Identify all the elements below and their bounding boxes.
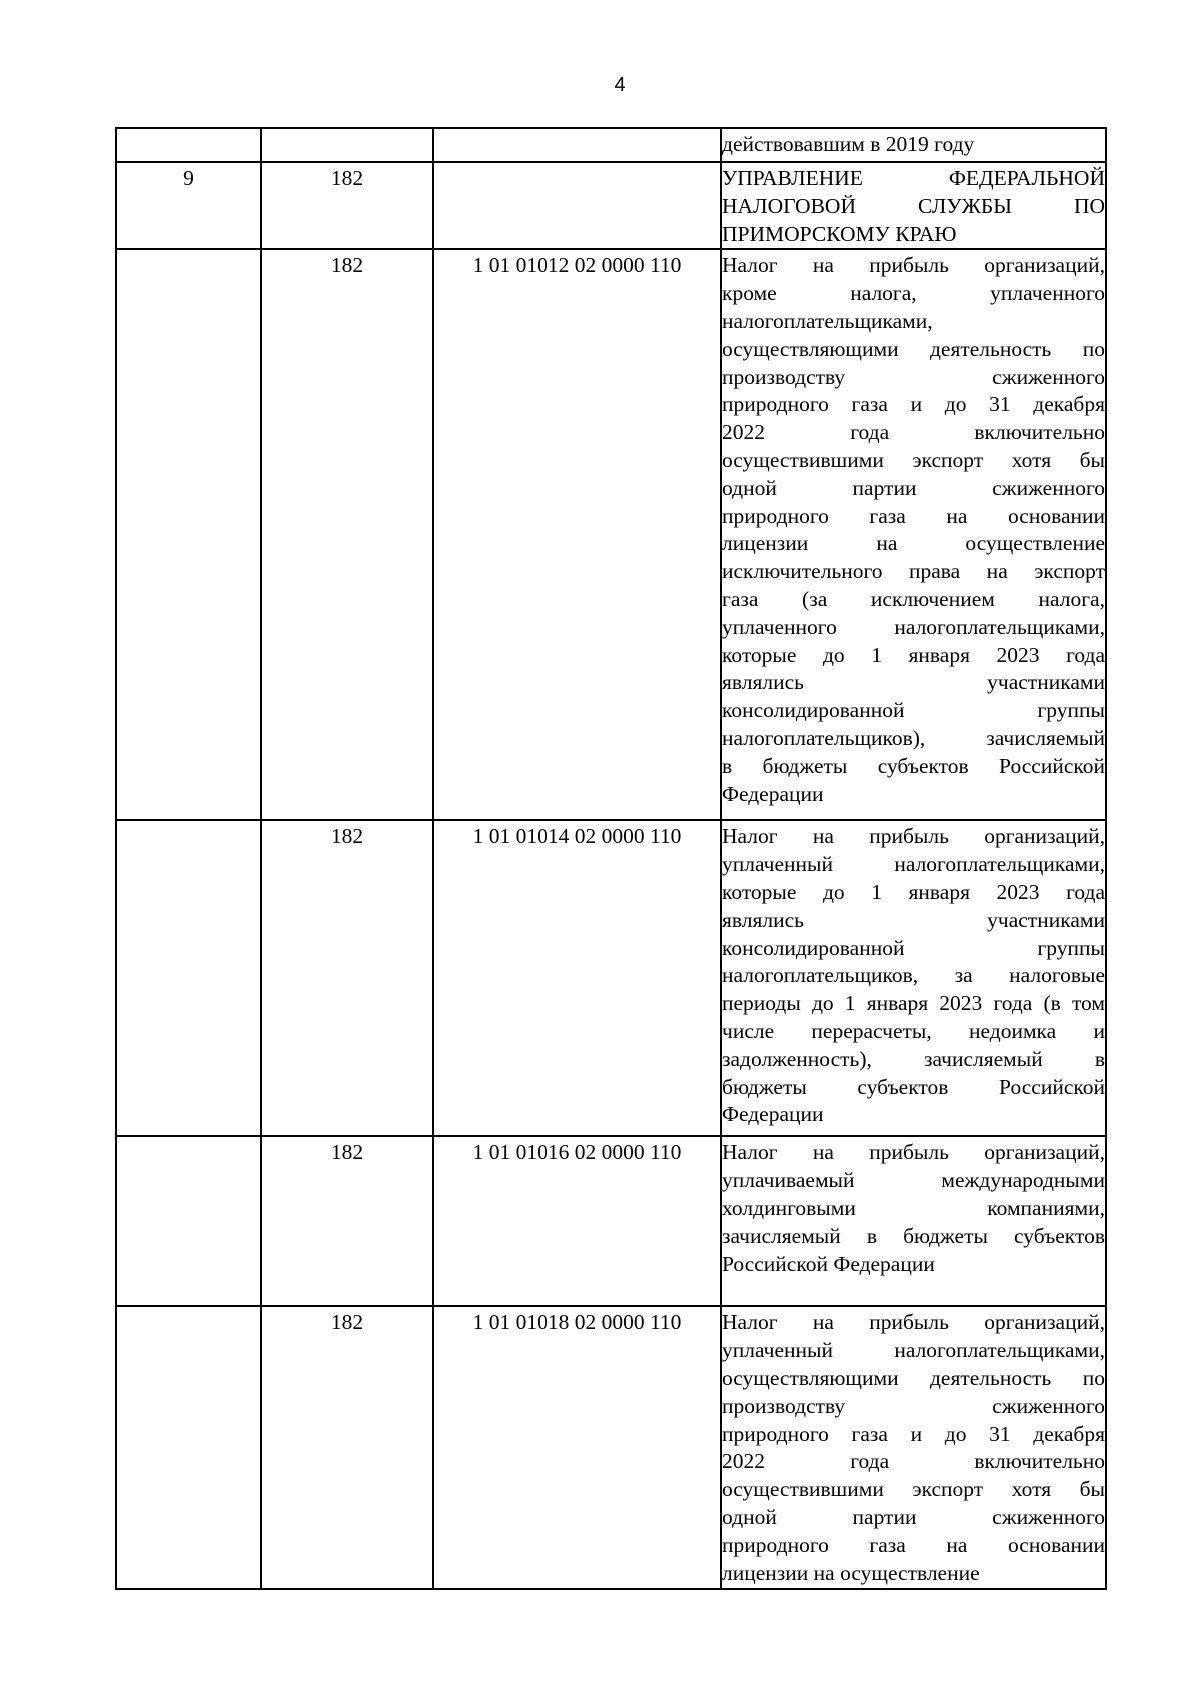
revenue-name-line: зачисляемый в бюджеты субъектов (722, 1223, 1105, 1248)
revenue-name-line: бюджеты субъектов Российской (722, 1074, 1105, 1099)
revenue-name-line: которые до 1 января 2023 года (722, 642, 1105, 667)
revenue-name-line: действовавшим в 2019 году (722, 132, 975, 156)
revenue-name-line: Налог на прибыль организаций, (722, 824, 1105, 849)
revenue-code-cell: 1 01 01014 02 0000 110 (433, 820, 721, 1136)
revenue-name-line: одной партии сжиженного (722, 1504, 1105, 1529)
table-row (116, 1136, 1106, 1306)
revenue-name-line: природного газа на основании (722, 503, 1105, 528)
revenue-name-line: задолженность), зачисляемый в (722, 1046, 1105, 1071)
revenue-name-cell (721, 128, 1106, 162)
revenue-name-line: осуществляющими деятельность по (722, 1365, 1105, 1390)
revenue-name-line: налогоплательщиков), зачисляемый (722, 725, 1105, 750)
revenue-name-line: 2022 года включительно (722, 420, 1105, 445)
table-row (116, 128, 1106, 162)
row-number-cell (116, 1136, 261, 1306)
revenue-name-line: природного газа и до 31 декабря (722, 1421, 1105, 1446)
revenue-name-line: уплаченный налогоплательщиками, (722, 1338, 1105, 1363)
revenue-name-line: которые до 1 января 2023 года (722, 879, 1105, 904)
revenue-code-cell: 1 01 01018 02 0000 110 (433, 1306, 721, 1589)
revenue-code-cell (433, 162, 721, 249)
revenue-name-line: Российской Федерации (722, 1251, 935, 1276)
revenue-name-line: холдинговыми компаниями, (722, 1195, 1105, 1220)
revenue-name-line: ПРИМОРСКОМУ КРАЮ (722, 221, 957, 246)
revenue-name-line: 2022 года включительно (722, 1449, 1105, 1474)
revenue-name-line: Федерации (722, 1102, 824, 1127)
revenue-name-line: осуществившими экспорт хотя бы (722, 447, 1105, 472)
revenue-name-line: природного газа и до 31 декабря (722, 392, 1105, 417)
revenue-name-line: числе перерасчеты, недоимка и (722, 1018, 1105, 1043)
revenue-name-line: являлись участниками (722, 907, 1105, 932)
revenue-name-line: налогоплательщиков, за налоговые (722, 963, 1105, 988)
revenue-name-line: являлись участниками (722, 670, 1105, 695)
revenue-name-line: Федерации (722, 781, 824, 806)
revenue-code-cell: 1 01 01016 02 0000 110 (433, 1136, 721, 1306)
revenue-name-line: осуществившими экспорт хотя бы (722, 1477, 1105, 1502)
administrator-code-cell: 182 (261, 249, 433, 820)
administrator-code-cell: 182 (261, 820, 433, 1136)
revenue-name-line: в бюджеты субъектов Российской (722, 753, 1105, 778)
revenue-name-line: НАЛОГОВОЙ СЛУЖБЫ ПО (722, 193, 1105, 218)
budget-revenue-table (115, 127, 1107, 1590)
row-number-cell: 9 (116, 162, 261, 249)
revenue-name-line: периоды до 1 января 2023 года (в том (722, 991, 1105, 1016)
revenue-name-cell (721, 820, 1106, 1136)
revenue-name-line: одной партии сжиженного (722, 475, 1105, 500)
revenue-name-line: Налог на прибыль организаций, (722, 1140, 1105, 1165)
table-row (116, 820, 1106, 1136)
revenue-name-line: Налог на прибыль организаций, (722, 253, 1105, 278)
row-number-cell (116, 128, 261, 162)
table-row (116, 162, 1106, 249)
revenue-name-cell (721, 1136, 1106, 1306)
page-number: 4 (614, 74, 626, 96)
revenue-name-line: производству сжиженного (722, 1393, 1105, 1418)
revenue-name-line: налогоплательщиками, (722, 308, 933, 333)
revenue-name-line: производству сжиженного (722, 364, 1105, 389)
revenue-name-line: Налог на прибыль организаций, (722, 1310, 1105, 1335)
administrator-code-cell: 182 (261, 1136, 433, 1306)
table-row (116, 249, 1106, 820)
revenue-name-cell (721, 162, 1106, 249)
revenue-name-cell (721, 249, 1106, 820)
row-number-cell (116, 1306, 261, 1589)
revenue-name-line: природного газа на основании (722, 1532, 1105, 1557)
revenue-name-line: кроме налога, уплаченного (722, 281, 1105, 306)
revenue-code-cell (433, 128, 721, 162)
revenue-name-cell (721, 1306, 1106, 1589)
revenue-name-line: исключительного права на экспорт (722, 559, 1105, 584)
revenue-name-line: лицензии на осуществление (722, 531, 1105, 556)
administrator-code-cell: 182 (261, 162, 433, 249)
administrator-code-cell: 182 (261, 1306, 433, 1589)
revenue-name-line: уплаченный налогоплательщиками, (722, 852, 1105, 877)
revenue-name-line: лицензии на осуществление (722, 1560, 980, 1585)
revenue-name-line: уплачиваемый международными (722, 1168, 1105, 1193)
revenue-name-line: газа (за исключением налога, (722, 586, 1105, 611)
revenue-code-cell: 1 01 01012 02 0000 110 (433, 249, 721, 820)
row-number-cell (116, 820, 261, 1136)
administrator-code-cell (261, 128, 433, 162)
revenue-name-line: уплаченного налогоплательщиками, (722, 614, 1105, 639)
revenue-name-line: УПРАВЛЕНИЕ ФЕДЕРАЛЬНОЙ (722, 166, 1105, 190)
revenue-name-line: консолидированной группы (722, 935, 1105, 960)
revenue-name-line: консолидированной группы (722, 698, 1105, 723)
table-row (116, 1306, 1106, 1589)
revenue-name-line: осуществляющими деятельность по (722, 336, 1105, 361)
row-number-cell (116, 249, 261, 820)
